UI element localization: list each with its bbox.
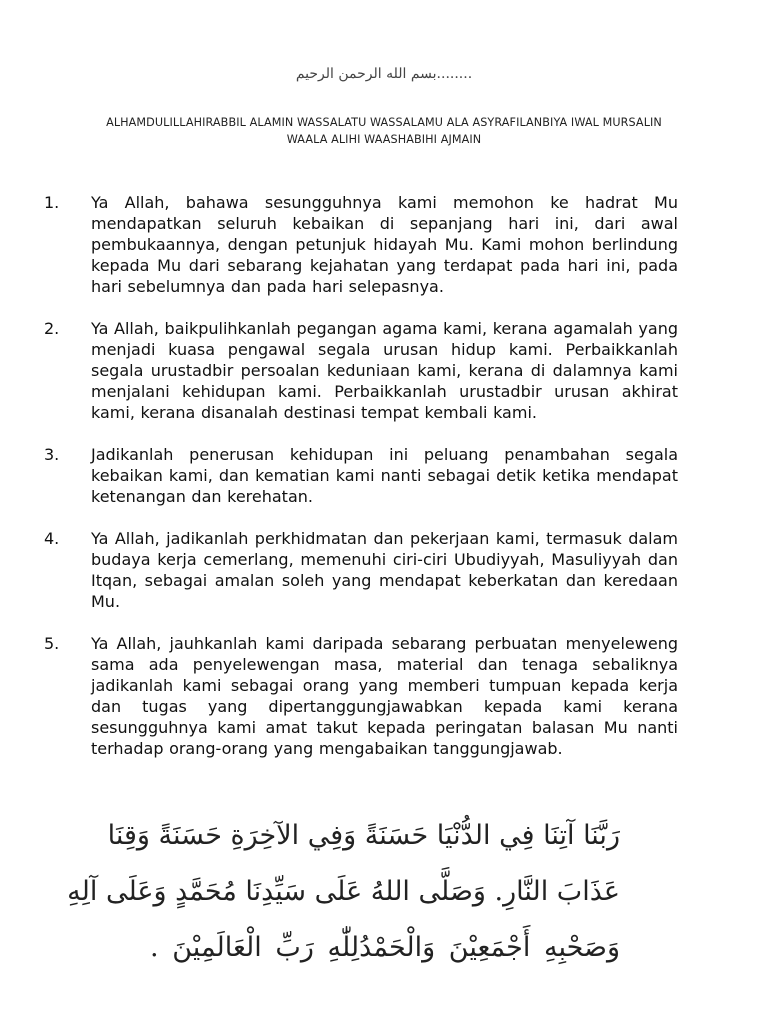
- list-item: [44, 318, 678, 423]
- item-text: Jadikanlah penerusan kehidupan ini peluang penambahan segala kebaikan kami, dan kematian kami nanti sebagai detik ketika mendapat ketenangan dan kerehatan.: [91, 445, 678, 506]
- list-item: [44, 444, 678, 507]
- prayer-list: [44, 192, 678, 780]
- list-item: [44, 192, 678, 297]
- opening-line-2: WAALA ALIHI WAASHABIHI AJMAIN: [286, 133, 482, 146]
- item-text: Ya Allah, baikpulihkanlah pegangan agama kami, kerana agamalah yang menjadi kuasa pengawal segala urusan hidup kami. Perbaikkanlah segala urustadbir persoalan keduniaan kami, kerana di dalamnya kami menjalani kehidupan kami. Perbaikkanlah urustadbir urusan akhirat kami, kerana disanalah destinasi tempat kembali kami.: [91, 319, 678, 422]
- list-item: [44, 633, 678, 759]
- item-number: 5.: [44, 634, 60, 653]
- closing-prayer: [67, 808, 620, 976]
- item-text: Ya Allah, jadikanlah perkhidmatan dan pekerjaan kami, termasuk dalam budaya kerja cemerlang, memenuhi ciri-ciri Ubudiyyah, Masuliyyah dan Itqan, sebagai amalan soleh yang mendapat keberkatan dan keredaan Mu.: [91, 529, 678, 611]
- item-number: 2.: [44, 319, 60, 338]
- item-text: Ya Allah, bahawa sesungguhnya kami memohon ke hadrat Mu mendapatkan seluruh kebaikan di sepanjang hari ini, dari awal pembukaannya, dengan petunjuk hidayah Mu. Kami mohon berlindung kepada Mu dari sebarang kejahatan yang terdapat pada hari ini, pada hari sebelumnya dan pada hari selepasnya.: [91, 193, 678, 296]
- opening-line-1: ALHAMDULILLAHIRABBIL ALAMIN WASSALATU WASSALAMU ALA ASYRAFILANBIYA IWAL MURSALIN: [106, 116, 662, 129]
- opening-praise: [60, 114, 708, 148]
- item-text: Ya Allah, jauhkanlah kami daripada sebarang perbuatan menyeleweng sama ada penyelewengan masa, material dan tenaga sebaliknya jadikanlah kami sebagai orang yang memberi tumpuan kepada kerja dan tugas yang dipertanggungjawabkan kepada kami kerana sesungguhnya kami amat takut kepada peringatan balasan Mu nanti terhadap orang-orang yang mengabaikan tanggungjawab.: [91, 634, 678, 758]
- basmala-text: بسم الله الرحمن الرحيم: [295, 66, 437, 82]
- item-number: 4.: [44, 529, 60, 548]
- item-number: 3.: [44, 445, 60, 464]
- closing-line-3: وَصَحْبِهِ أَجْمَعِيْنَ وَالْحَمْدُلِلّٰهِ رَبِّ الْعَالَمِيْنَ .: [150, 932, 620, 963]
- list-item: [44, 528, 678, 612]
- item-number: 1.: [44, 193, 60, 212]
- closing-line-1: رَبَّنَا آتِنَا فِي الدُّنْيَا حَسَنَةً وَفِي الآخِرَةِ حَسَنَةً وَقِنَا: [107, 820, 620, 851]
- basmala-heading: [0, 66, 768, 82]
- basmala-dots: ........: [436, 66, 473, 82]
- closing-line-2: عَذَابَ النَّارِ. وَصَلَّى اللهُ عَلَى سَيِّدِنَا مُحَمَّدٍ وَعَلَى آلِهِ: [67, 876, 620, 907]
